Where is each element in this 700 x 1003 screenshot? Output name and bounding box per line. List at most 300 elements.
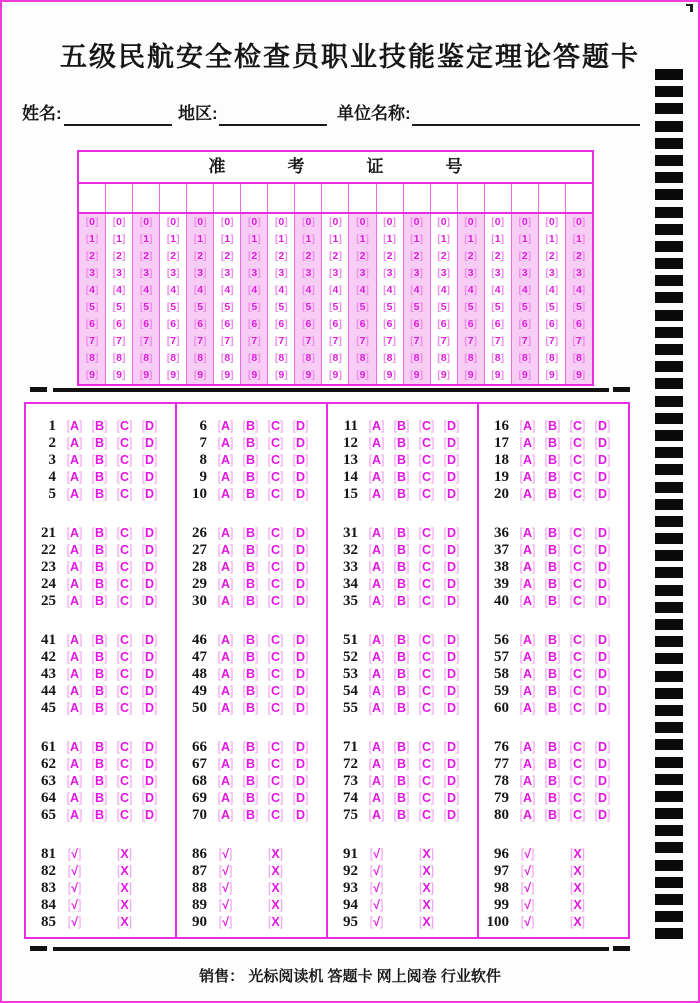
option-bubble-A[interactable]: [A] xyxy=(66,419,83,433)
digit-bubble-4[interactable]: [4] xyxy=(112,284,126,296)
digit-bubble-2[interactable]: [2] xyxy=(356,250,369,262)
digit-bubble-7[interactable]: [7] xyxy=(166,335,180,347)
digit-bubble-6[interactable]: [6] xyxy=(410,318,423,330)
option-bubble-A[interactable]: [A] xyxy=(217,740,234,754)
option-bubble-C[interactable]: [C] xyxy=(569,740,586,754)
option-bubble-X[interactable]: [X] xyxy=(116,864,133,878)
option-bubble-B[interactable]: [B] xyxy=(91,594,108,608)
digit-bubble-7[interactable]: [7] xyxy=(410,335,423,347)
option-bubble-C[interactable]: [C] xyxy=(116,791,133,805)
option-bubble-D[interactable]: [D] xyxy=(141,791,158,805)
option-bubble-A[interactable]: [A] xyxy=(217,650,234,664)
option-bubble-D[interactable]: [D] xyxy=(292,650,309,664)
option-bubble-B[interactable]: [B] xyxy=(544,740,561,754)
option-bubble-B[interactable]: [B] xyxy=(393,436,410,450)
option-bubble-X[interactable]: [X] xyxy=(569,847,586,861)
option-bubble-√[interactable]: [√] xyxy=(520,881,535,895)
digit-bubble-6[interactable]: [6] xyxy=(491,318,505,330)
option-bubble-A[interactable]: [A] xyxy=(368,633,385,647)
option-bubble-D[interactable]: [D] xyxy=(443,560,460,574)
ticket-write-in-cell[interactable] xyxy=(430,184,457,212)
digit-bubble-0[interactable]: [0] xyxy=(410,216,423,228)
option-bubble-D[interactable]: [D] xyxy=(292,543,309,557)
digit-bubble-1[interactable]: [1] xyxy=(437,233,451,245)
option-bubble-D[interactable]: [D] xyxy=(594,701,611,715)
digit-bubble-6[interactable]: [6] xyxy=(518,318,532,330)
digit-bubble-4[interactable]: [4] xyxy=(383,284,396,296)
option-bubble-B[interactable]: [B] xyxy=(242,701,259,715)
digit-bubble-3[interactable]: [3] xyxy=(139,267,153,279)
digit-bubble-0[interactable]: [0] xyxy=(220,216,234,228)
option-bubble-C[interactable]: [C] xyxy=(116,774,133,788)
digit-bubble-8[interactable]: [8] xyxy=(437,352,451,364)
option-bubble-C[interactable]: [C] xyxy=(569,560,586,574)
digit-bubble-8[interactable]: [8] xyxy=(166,352,180,364)
option-bubble-B[interactable]: [B] xyxy=(91,487,108,501)
option-bubble-D[interactable]: [D] xyxy=(292,470,309,484)
option-bubble-B[interactable]: [B] xyxy=(242,791,259,805)
digit-bubble-3[interactable]: [3] xyxy=(274,267,288,279)
digit-bubble-5[interactable]: [5] xyxy=(112,301,126,313)
option-bubble-B[interactable]: [B] xyxy=(91,436,108,450)
option-bubble-C[interactable]: [C] xyxy=(569,577,586,591)
digit-bubble-9[interactable]: [9] xyxy=(437,369,451,381)
option-bubble-A[interactable]: [A] xyxy=(519,594,536,608)
ticket-write-in-cell[interactable] xyxy=(538,184,565,212)
digit-bubble-4[interactable]: [4] xyxy=(437,284,451,296)
option-bubble-A[interactable]: [A] xyxy=(519,419,536,433)
digit-bubble-0[interactable]: [0] xyxy=(545,216,559,228)
option-bubble-A[interactable]: [A] xyxy=(66,487,83,501)
digit-bubble-4[interactable]: [4] xyxy=(410,284,423,296)
option-bubble-X[interactable]: [X] xyxy=(418,915,435,929)
ticket-write-in-cell[interactable] xyxy=(132,184,159,212)
option-bubble-D[interactable]: [D] xyxy=(141,650,158,664)
digit-bubble-5[interactable]: [5] xyxy=(356,301,369,313)
option-bubble-X[interactable]: [X] xyxy=(116,915,133,929)
digit-bubble-9[interactable]: [9] xyxy=(329,369,342,381)
digit-bubble-5[interactable]: [5] xyxy=(437,301,451,313)
option-bubble-D[interactable]: [D] xyxy=(443,453,460,467)
digit-bubble-5[interactable]: [5] xyxy=(274,301,288,313)
option-bubble-D[interactable]: [D] xyxy=(443,470,460,484)
option-bubble-A[interactable]: [A] xyxy=(519,701,536,715)
option-bubble-B[interactable]: [B] xyxy=(393,791,410,805)
option-bubble-A[interactable]: [A] xyxy=(368,791,385,805)
digit-bubble-4[interactable]: [4] xyxy=(356,284,369,296)
option-bubble-C[interactable]: [C] xyxy=(267,667,284,681)
option-bubble-D[interactable]: [D] xyxy=(141,774,158,788)
option-bubble-C[interactable]: [C] xyxy=(116,757,133,771)
digit-bubble-9[interactable]: [9] xyxy=(247,369,261,381)
option-bubble-C[interactable]: [C] xyxy=(569,526,586,540)
option-bubble-A[interactable]: [A] xyxy=(519,560,536,574)
option-bubble-C[interactable]: [C] xyxy=(569,470,586,484)
digit-bubble-6[interactable]: [6] xyxy=(356,318,369,330)
option-bubble-A[interactable]: [A] xyxy=(519,526,536,540)
option-bubble-C[interactable]: [C] xyxy=(116,808,133,822)
option-bubble-A[interactable]: [A] xyxy=(66,667,83,681)
option-bubble-X[interactable]: [X] xyxy=(267,881,284,895)
option-bubble-B[interactable]: [B] xyxy=(544,543,561,557)
option-bubble-√[interactable]: [√] xyxy=(218,847,233,861)
option-bubble-B[interactable]: [B] xyxy=(544,667,561,681)
option-bubble-D[interactable]: [D] xyxy=(292,453,309,467)
digit-bubble-9[interactable]: [9] xyxy=(166,369,180,381)
option-bubble-D[interactable]: [D] xyxy=(443,808,460,822)
digit-bubble-1[interactable]: [1] xyxy=(329,233,342,245)
option-bubble-D[interactable]: [D] xyxy=(141,526,158,540)
digit-bubble-3[interactable]: [3] xyxy=(356,267,369,279)
digit-bubble-3[interactable]: [3] xyxy=(329,267,342,279)
option-bubble-B[interactable]: [B] xyxy=(393,453,410,467)
option-bubble-A[interactable]: [A] xyxy=(519,791,536,805)
ticket-write-in-cell[interactable] xyxy=(213,184,240,212)
option-bubble-A[interactable]: [A] xyxy=(519,650,536,664)
option-bubble-D[interactable]: [D] xyxy=(443,757,460,771)
ticket-write-in-cell[interactable] xyxy=(79,184,105,212)
digit-bubble-0[interactable]: [0] xyxy=(166,216,180,228)
digit-bubble-9[interactable]: [9] xyxy=(301,369,315,381)
digit-bubble-2[interactable]: [2] xyxy=(193,250,207,262)
option-bubble-√[interactable]: [√] xyxy=(520,847,535,861)
digit-bubble-0[interactable]: [0] xyxy=(356,216,369,228)
option-bubble-A[interactable]: [A] xyxy=(368,436,385,450)
option-bubble-C[interactable]: [C] xyxy=(418,560,435,574)
option-bubble-X[interactable]: [X] xyxy=(418,881,435,895)
option-bubble-D[interactable]: [D] xyxy=(292,791,309,805)
option-bubble-D[interactable]: [D] xyxy=(141,684,158,698)
digit-bubble-9[interactable]: [9] xyxy=(545,369,559,381)
digit-bubble-6[interactable]: [6] xyxy=(545,318,559,330)
digit-bubble-3[interactable]: [3] xyxy=(220,267,234,279)
option-bubble-B[interactable]: [B] xyxy=(544,470,561,484)
option-bubble-A[interactable]: [A] xyxy=(217,774,234,788)
option-bubble-B[interactable]: [B] xyxy=(544,577,561,591)
option-bubble-A[interactable]: [A] xyxy=(217,684,234,698)
digit-bubble-2[interactable]: [2] xyxy=(329,250,342,262)
digit-bubble-8[interactable]: [8] xyxy=(112,352,126,364)
option-bubble-B[interactable]: [B] xyxy=(242,470,259,484)
option-bubble-D[interactable]: [D] xyxy=(594,650,611,664)
option-bubble-√[interactable]: [√] xyxy=(67,847,82,861)
digit-bubble-0[interactable]: [0] xyxy=(274,216,288,228)
option-bubble-B[interactable]: [B] xyxy=(91,560,108,574)
option-bubble-C[interactable]: [C] xyxy=(267,526,284,540)
ticket-write-in-cell[interactable] xyxy=(348,184,375,212)
option-bubble-A[interactable]: [A] xyxy=(66,594,83,608)
option-bubble-A[interactable]: [A] xyxy=(217,791,234,805)
digit-bubble-3[interactable]: [3] xyxy=(301,267,315,279)
option-bubble-C[interactable]: [C] xyxy=(267,701,284,715)
option-bubble-X[interactable]: [X] xyxy=(418,898,435,912)
digit-bubble-3[interactable]: [3] xyxy=(85,267,99,279)
option-bubble-D[interactable]: [D] xyxy=(292,560,309,574)
digit-bubble-6[interactable]: [6] xyxy=(464,318,478,330)
digit-bubble-6[interactable]: [6] xyxy=(247,318,261,330)
option-bubble-B[interactable]: [B] xyxy=(544,633,561,647)
option-bubble-D[interactable]: [D] xyxy=(594,791,611,805)
option-bubble-A[interactable]: [A] xyxy=(519,470,536,484)
option-bubble-A[interactable]: [A] xyxy=(217,560,234,574)
option-bubble-A[interactable]: [A] xyxy=(368,757,385,771)
option-bubble-D[interactable]: [D] xyxy=(141,577,158,591)
option-bubble-D[interactable]: [D] xyxy=(292,577,309,591)
option-bubble-C[interactable]: [C] xyxy=(267,791,284,805)
option-bubble-B[interactable]: [B] xyxy=(544,594,561,608)
option-bubble-A[interactable]: [A] xyxy=(519,633,536,647)
digit-bubble-9[interactable]: [9] xyxy=(464,369,478,381)
digit-bubble-9[interactable]: [9] xyxy=(383,369,396,381)
option-bubble-D[interactable]: [D] xyxy=(141,487,158,501)
option-bubble-D[interactable]: [D] xyxy=(443,436,460,450)
option-bubble-D[interactable]: [D] xyxy=(292,594,309,608)
option-bubble-C[interactable]: [C] xyxy=(116,487,133,501)
option-bubble-B[interactable]: [B] xyxy=(393,757,410,771)
digit-bubble-9[interactable]: [9] xyxy=(410,369,423,381)
option-bubble-B[interactable]: [B] xyxy=(91,633,108,647)
option-bubble-√[interactable]: [√] xyxy=(218,864,233,878)
digit-bubble-3[interactable]: [3] xyxy=(464,267,478,279)
option-bubble-B[interactable]: [B] xyxy=(544,560,561,574)
option-bubble-D[interactable]: [D] xyxy=(141,633,158,647)
option-bubble-B[interactable]: [B] xyxy=(544,526,561,540)
option-bubble-C[interactable]: [C] xyxy=(418,577,435,591)
option-bubble-D[interactable]: [D] xyxy=(443,594,460,608)
digit-bubble-1[interactable]: [1] xyxy=(464,233,478,245)
option-bubble-A[interactable]: [A] xyxy=(217,419,234,433)
option-bubble-D[interactable]: [D] xyxy=(594,470,611,484)
option-bubble-C[interactable]: [C] xyxy=(569,684,586,698)
digit-bubble-5[interactable]: [5] xyxy=(491,301,505,313)
digit-bubble-8[interactable]: [8] xyxy=(410,352,423,364)
option-bubble-D[interactable]: [D] xyxy=(292,487,309,501)
option-bubble-C[interactable]: [C] xyxy=(116,740,133,754)
option-bubble-C[interactable]: [C] xyxy=(267,740,284,754)
option-bubble-B[interactable]: [B] xyxy=(544,436,561,450)
digit-bubble-9[interactable]: [9] xyxy=(112,369,126,381)
ticket-write-in-cell[interactable] xyxy=(267,184,294,212)
option-bubble-D[interactable]: [D] xyxy=(443,774,460,788)
option-bubble-C[interactable]: [C] xyxy=(267,774,284,788)
option-bubble-B[interactable]: [B] xyxy=(242,633,259,647)
option-bubble-D[interactable]: [D] xyxy=(443,650,460,664)
digit-bubble-6[interactable]: [6] xyxy=(274,318,288,330)
option-bubble-B[interactable]: [B] xyxy=(91,684,108,698)
digit-bubble-7[interactable]: [7] xyxy=(301,335,315,347)
option-bubble-C[interactable]: [C] xyxy=(418,470,435,484)
option-bubble-B[interactable]: [B] xyxy=(242,436,259,450)
option-bubble-B[interactable]: [B] xyxy=(242,577,259,591)
option-bubble-B[interactable]: [B] xyxy=(242,526,259,540)
digit-bubble-7[interactable]: [7] xyxy=(518,335,532,347)
option-bubble-D[interactable]: [D] xyxy=(443,419,460,433)
option-bubble-B[interactable]: [B] xyxy=(544,487,561,501)
option-bubble-C[interactable]: [C] xyxy=(267,757,284,771)
option-bubble-C[interactable]: [C] xyxy=(267,808,284,822)
option-bubble-A[interactable]: [A] xyxy=(519,774,536,788)
digit-bubble-3[interactable]: [3] xyxy=(491,267,505,279)
option-bubble-D[interactable]: [D] xyxy=(594,560,611,574)
digit-bubble-7[interactable]: [7] xyxy=(220,335,234,347)
option-bubble-C[interactable]: [C] xyxy=(418,487,435,501)
option-bubble-A[interactable]: [A] xyxy=(66,650,83,664)
ticket-write-in-cell[interactable] xyxy=(105,184,132,212)
option-bubble-C[interactable]: [C] xyxy=(418,667,435,681)
option-bubble-A[interactable]: [A] xyxy=(217,436,234,450)
digit-bubble-3[interactable]: [3] xyxy=(383,267,396,279)
digit-bubble-7[interactable]: [7] xyxy=(437,335,451,347)
option-bubble-B[interactable]: [B] xyxy=(91,470,108,484)
option-bubble-C[interactable]: [C] xyxy=(116,436,133,450)
option-bubble-B[interactable]: [B] xyxy=(393,740,410,754)
digit-bubble-4[interactable]: [4] xyxy=(464,284,478,296)
digit-bubble-8[interactable]: [8] xyxy=(85,352,99,364)
option-bubble-A[interactable]: [A] xyxy=(368,543,385,557)
option-bubble-D[interactable]: [D] xyxy=(292,808,309,822)
digit-bubble-9[interactable]: [9] xyxy=(356,369,369,381)
option-bubble-D[interactable]: [D] xyxy=(594,774,611,788)
option-bubble-√[interactable]: [√] xyxy=(67,864,82,878)
option-bubble-D[interactable]: [D] xyxy=(141,560,158,574)
option-bubble-D[interactable]: [D] xyxy=(443,543,460,557)
digit-bubble-0[interactable]: [0] xyxy=(193,216,207,228)
ticket-write-in-cell[interactable] xyxy=(511,184,538,212)
digit-bubble-6[interactable]: [6] xyxy=(437,318,451,330)
option-bubble-C[interactable]: [C] xyxy=(569,701,586,715)
ticket-write-in-cell[interactable] xyxy=(186,184,213,212)
digit-bubble-1[interactable]: [1] xyxy=(193,233,207,245)
digit-bubble-9[interactable]: [9] xyxy=(572,369,586,381)
option-bubble-B[interactable]: [B] xyxy=(242,740,259,754)
option-bubble-D[interactable]: [D] xyxy=(141,436,158,450)
option-bubble-A[interactable]: [A] xyxy=(217,808,234,822)
option-bubble-B[interactable]: [B] xyxy=(91,701,108,715)
digit-bubble-0[interactable]: [0] xyxy=(329,216,342,228)
option-bubble-B[interactable]: [B] xyxy=(544,774,561,788)
digit-bubble-7[interactable]: [7] xyxy=(329,335,342,347)
digit-bubble-7[interactable]: [7] xyxy=(464,335,478,347)
option-bubble-C[interactable]: [C] xyxy=(569,419,586,433)
digit-bubble-6[interactable]: [6] xyxy=(193,318,207,330)
option-bubble-C[interactable]: [C] xyxy=(267,633,284,647)
option-bubble-D[interactable]: [D] xyxy=(141,543,158,557)
digit-bubble-2[interactable]: [2] xyxy=(139,250,153,262)
digit-bubble-4[interactable]: [4] xyxy=(220,284,234,296)
digit-bubble-7[interactable]: [7] xyxy=(545,335,559,347)
option-bubble-X[interactable]: [X] xyxy=(569,915,586,929)
option-bubble-A[interactable]: [A] xyxy=(519,436,536,450)
digit-bubble-8[interactable]: [8] xyxy=(464,352,478,364)
ticket-write-in-cell[interactable] xyxy=(294,184,321,212)
digit-bubble-9[interactable]: [9] xyxy=(518,369,532,381)
digit-bubble-2[interactable]: [2] xyxy=(112,250,126,262)
digit-bubble-9[interactable]: [9] xyxy=(220,369,234,381)
option-bubble-A[interactable]: [A] xyxy=(66,453,83,467)
option-bubble-C[interactable]: [C] xyxy=(267,543,284,557)
option-bubble-B[interactable]: [B] xyxy=(91,419,108,433)
ticket-write-in-cell[interactable] xyxy=(159,184,186,212)
option-bubble-D[interactable]: [D] xyxy=(292,436,309,450)
option-bubble-B[interactable]: [B] xyxy=(544,791,561,805)
option-bubble-A[interactable]: [A] xyxy=(519,453,536,467)
option-bubble-X[interactable]: [X] xyxy=(569,881,586,895)
option-bubble-B[interactable]: [B] xyxy=(544,701,561,715)
option-bubble-A[interactable]: [A] xyxy=(368,774,385,788)
digit-bubble-1[interactable]: [1] xyxy=(85,233,99,245)
option-bubble-C[interactable]: [C] xyxy=(267,594,284,608)
digit-bubble-4[interactable]: [4] xyxy=(518,284,532,296)
option-bubble-B[interactable]: [B] xyxy=(242,684,259,698)
digit-bubble-5[interactable]: [5] xyxy=(572,301,586,313)
option-bubble-C[interactable]: [C] xyxy=(418,594,435,608)
digit-bubble-0[interactable]: [0] xyxy=(572,216,586,228)
option-bubble-√[interactable]: [√] xyxy=(218,915,233,929)
option-bubble-B[interactable]: [B] xyxy=(393,633,410,647)
option-bubble-C[interactable]: [C] xyxy=(116,684,133,698)
option-bubble-D[interactable]: [D] xyxy=(443,701,460,715)
digit-bubble-8[interactable]: [8] xyxy=(329,352,342,364)
option-bubble-C[interactable]: [C] xyxy=(418,453,435,467)
digit-bubble-8[interactable]: [8] xyxy=(220,352,234,364)
digit-bubble-1[interactable]: [1] xyxy=(356,233,369,245)
digit-bubble-9[interactable]: [9] xyxy=(139,369,153,381)
option-bubble-B[interactable]: [B] xyxy=(242,487,259,501)
option-bubble-D[interactable]: [D] xyxy=(292,774,309,788)
digit-bubble-5[interactable]: [5] xyxy=(301,301,315,313)
digit-bubble-4[interactable]: [4] xyxy=(193,284,207,296)
option-bubble-C[interactable]: [C] xyxy=(569,436,586,450)
option-bubble-D[interactable]: [D] xyxy=(594,633,611,647)
option-bubble-B[interactable]: [B] xyxy=(544,684,561,698)
option-bubble-A[interactable]: [A] xyxy=(368,667,385,681)
option-bubble-C[interactable]: [C] xyxy=(569,633,586,647)
digit-bubble-5[interactable]: [5] xyxy=(85,301,99,313)
option-bubble-B[interactable]: [B] xyxy=(544,650,561,664)
digit-bubble-2[interactable]: [2] xyxy=(437,250,451,262)
digit-bubble-2[interactable]: [2] xyxy=(491,250,505,262)
option-bubble-B[interactable]: [B] xyxy=(393,650,410,664)
option-bubble-D[interactable]: [D] xyxy=(292,684,309,698)
digit-bubble-5[interactable]: [5] xyxy=(193,301,207,313)
digit-bubble-4[interactable]: [4] xyxy=(329,284,342,296)
option-bubble-A[interactable]: [A] xyxy=(217,470,234,484)
digit-bubble-2[interactable]: [2] xyxy=(220,250,234,262)
digit-bubble-1[interactable]: [1] xyxy=(383,233,396,245)
ticket-write-in-cell[interactable] xyxy=(484,184,511,212)
option-bubble-D[interactable]: [D] xyxy=(443,684,460,698)
option-bubble-C[interactable]: [C] xyxy=(267,650,284,664)
option-bubble-D[interactable]: [D] xyxy=(292,419,309,433)
option-bubble-B[interactable]: [B] xyxy=(393,701,410,715)
option-bubble-A[interactable]: [A] xyxy=(368,470,385,484)
option-bubble-C[interactable]: [C] xyxy=(418,436,435,450)
option-bubble-A[interactable]: [A] xyxy=(66,740,83,754)
option-bubble-B[interactable]: [B] xyxy=(91,757,108,771)
option-bubble-C[interactable]: [C] xyxy=(116,526,133,540)
option-bubble-A[interactable]: [A] xyxy=(217,543,234,557)
option-bubble-D[interactable]: [D] xyxy=(594,667,611,681)
option-bubble-C[interactable]: [C] xyxy=(116,594,133,608)
option-bubble-D[interactable]: [D] xyxy=(443,791,460,805)
unit-field-line[interactable] xyxy=(412,124,640,126)
option-bubble-D[interactable]: [D] xyxy=(141,453,158,467)
option-bubble-A[interactable]: [A] xyxy=(66,774,83,788)
option-bubble-B[interactable]: [B] xyxy=(393,419,410,433)
option-bubble-B[interactable]: [B] xyxy=(393,577,410,591)
option-bubble-D[interactable]: [D] xyxy=(594,594,611,608)
option-bubble-C[interactable]: [C] xyxy=(267,470,284,484)
